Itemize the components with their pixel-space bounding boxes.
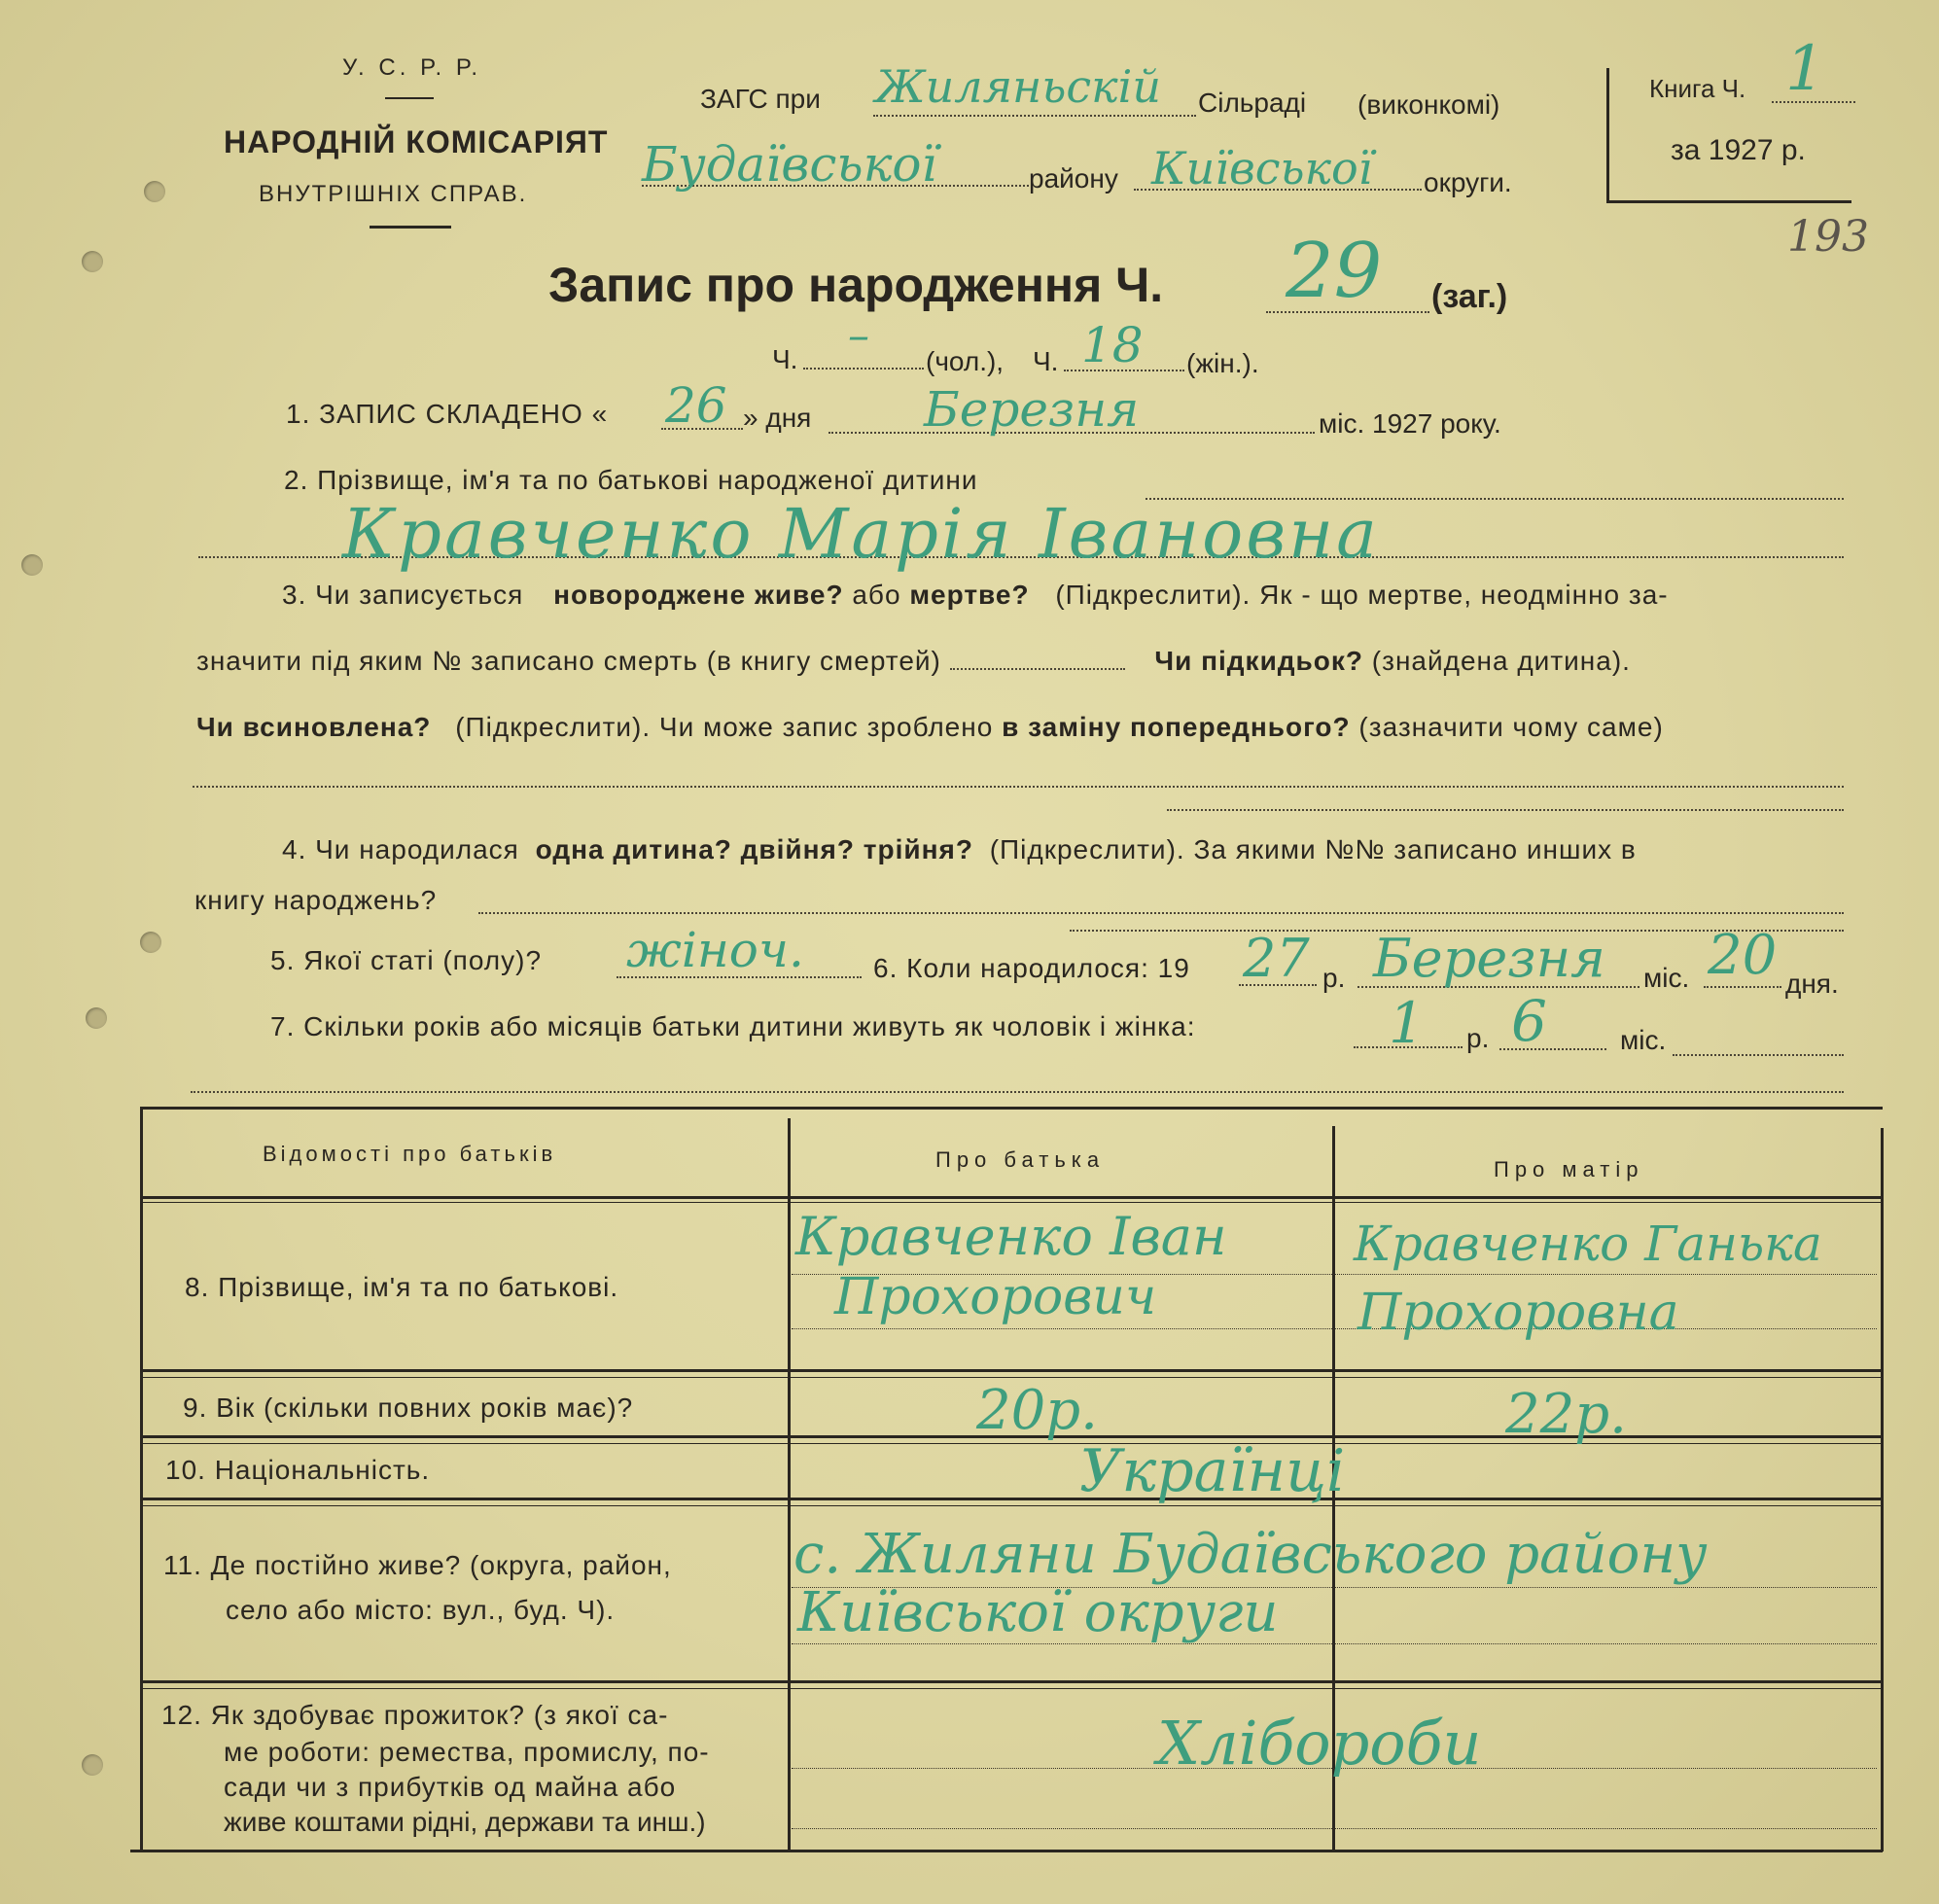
item1-month-suffix: міс. 1927 року. — [1319, 408, 1501, 439]
district-value: Будаївської — [642, 136, 937, 193]
female-count-suffix: (жін.). — [1186, 348, 1259, 378]
item6-month-suffix: міс. — [1643, 963, 1690, 993]
item4-line2: книгу народжень? — [194, 885, 438, 915]
item6-year-value: 27 — [1243, 928, 1310, 989]
item3-question: 3. Чи записується — [282, 580, 524, 610]
occupation-value: Хлібороби — [1157, 1708, 1482, 1779]
table-column-divider — [788, 1118, 791, 1850]
item6-label: 6. Коли народилося: 19 — [873, 953, 1190, 983]
row12-label-line2: ме роботи: ремества, промислу, по- — [224, 1737, 710, 1767]
item6-day-value: 20 — [1708, 924, 1778, 987]
book-value: 1 — [1785, 33, 1825, 105]
item7-years-value: 1 — [1389, 990, 1425, 1056]
item3-foundling-note: (знайдена дитина). — [1371, 646, 1631, 676]
table-row-divider — [142, 1369, 1881, 1372]
item3-foundling-option: Чи підкидьок? — [1154, 646, 1363, 676]
table-bottom-border — [130, 1850, 1883, 1852]
residence-line2: Київської округи — [797, 1581, 1279, 1644]
book-label: Книга Ч. — [1649, 74, 1746, 103]
year-label: за 1927 р. — [1671, 134, 1806, 166]
item3-adopted-option: Чи всиновлена? — [196, 712, 432, 742]
republic-label: У. С. Р. Р. — [342, 54, 482, 81]
nationality-value: Українці — [1079, 1437, 1346, 1505]
item3-reason-note: (зазначити чому саме) — [1358, 712, 1664, 742]
row8-label: 8. Прізвище, ім'я та по батькові. — [185, 1272, 619, 1302]
residence-line1: с. Жиляни Будаївського району — [793, 1523, 1708, 1586]
item4-instruction: (Підкреслити). За якими №№ записано инших в — [989, 834, 1637, 864]
executive-committee-label: (виконкомі) — [1357, 89, 1500, 120]
record-number-suffix: (заг.) — [1431, 278, 1508, 315]
table-header-parents-info: Відомості про батьків — [263, 1142, 557, 1166]
item6-month-value: Березня — [1373, 928, 1605, 989]
table-header-father: Про батька — [935, 1147, 1106, 1172]
female-count-value: 18 — [1081, 317, 1144, 373]
father-name-line1: Кравченко Іван — [795, 1206, 1227, 1267]
row12-label-line4: живе коштами рідні, держави та инш.) — [224, 1807, 706, 1837]
village-council-value: Жиляньскій — [875, 60, 1161, 113]
item3-replacement-question: (Підкреслити). Чи може запис зроблено — [455, 712, 994, 742]
mother-age: 22р. — [1505, 1383, 1627, 1446]
region-label: округи. — [1424, 167, 1512, 197]
record-number-value: 29 — [1286, 228, 1383, 315]
table-header-mother: Про матір — [1494, 1157, 1644, 1181]
table-header-divider — [142, 1202, 1881, 1203]
table-left-border — [140, 1107, 143, 1851]
table-right-border — [1881, 1128, 1884, 1851]
zags-prefix: ЗАГС при — [700, 84, 821, 114]
village-council-suffix: Сільраді — [1198, 88, 1307, 118]
district-label: району — [1029, 163, 1118, 194]
row12-label-line3: сади чи з прибутків од майна або — [224, 1772, 677, 1802]
female-count-prefix: Ч. — [1033, 346, 1059, 376]
commissariat-title: НАРОДНІЙ КОМІСАРІЯТ — [224, 124, 609, 159]
cell-writing-line — [792, 1328, 1877, 1329]
item1-day-suffix: » дня — [743, 403, 812, 433]
table-top-border — [142, 1107, 1883, 1110]
item1-month-value: Березня — [924, 381, 1140, 438]
item6-day-suffix: дня. — [1785, 969, 1839, 999]
father-name-line2: Прохорович — [834, 1268, 1157, 1326]
item7-months-suffix: міс. — [1620, 1025, 1667, 1055]
commissariat-subtitle: ВНУТРІШНІХ СПРАВ. — [259, 181, 528, 207]
item3-or: або — [852, 580, 901, 610]
row11-label-line2: село або місто: вул., буд. Ч). — [226, 1595, 616, 1625]
item5-label: 5. Якої статі (полу)? — [270, 945, 543, 975]
male-count-prefix: Ч. — [772, 344, 798, 374]
item3-dead-option: мертве? — [909, 580, 1030, 610]
table-row-divider — [142, 1680, 1881, 1683]
item3-replacement-option: в заміну попереднього? — [1002, 712, 1351, 742]
item2-label: 2. Прізвище, ім'я та по батькові народженої дитини — [284, 465, 978, 495]
record-title: Запис про народження Ч. — [548, 258, 1164, 312]
item3-instruction: (Підкреслити). Як - що мертве, неодмінно за- — [1055, 580, 1669, 610]
item7-months-value: 6 — [1511, 988, 1547, 1054]
row12-label-line1: 12. Як здобуває прожиток? (з якої са- — [161, 1700, 669, 1730]
row11-label-line1: 11. Де постійно живе? (округа, район, — [163, 1550, 672, 1580]
table-row-divider — [142, 1688, 1881, 1689]
region-value: Київської — [1151, 142, 1373, 194]
item1-day-value: 26 — [665, 377, 727, 434]
table-row-divider — [142, 1498, 1881, 1500]
table-header-divider — [142, 1196, 1881, 1199]
mother-name-line2: Прохоровна — [1357, 1284, 1679, 1342]
item2-child-name: Кравченко Марія Івановна — [342, 494, 1380, 574]
page-number: 193 — [1787, 212, 1869, 262]
item3-death-ref: значити під яким № записано смерть (в книгу смертей) — [196, 646, 941, 676]
table-row-divider — [142, 1505, 1881, 1506]
item5-sex-value: жіноч. — [626, 922, 804, 978]
table-row-divider — [142, 1377, 1881, 1378]
item4-question: 4. Чи народилася — [282, 834, 519, 864]
cell-writing-line — [792, 1828, 1877, 1829]
row9-label: 9. Вік (скільки повних років має)? — [183, 1393, 634, 1423]
male-count-suffix: (чол.), — [926, 346, 1005, 376]
item7-label: 7. Скільки років або місяців батьки дитини живуть як чоловік і жінка: — [270, 1011, 1196, 1041]
item7-years-suffix: р. — [1466, 1023, 1490, 1053]
father-age: 20р. — [976, 1379, 1098, 1442]
item1-label: 1. ЗАПИС СКЛАДЕНО « — [286, 399, 609, 429]
item6-year-suffix: р. — [1322, 963, 1346, 993]
mother-name-line1: Кравченко Ганька — [1354, 1216, 1822, 1272]
male-count-value: – — [848, 311, 869, 361]
row10-label: 10. Національність. — [165, 1455, 431, 1485]
item4-options: одна дитина? двійня? трійня? — [535, 834, 973, 864]
item3-alive-option: новороджене живе? — [553, 580, 844, 610]
